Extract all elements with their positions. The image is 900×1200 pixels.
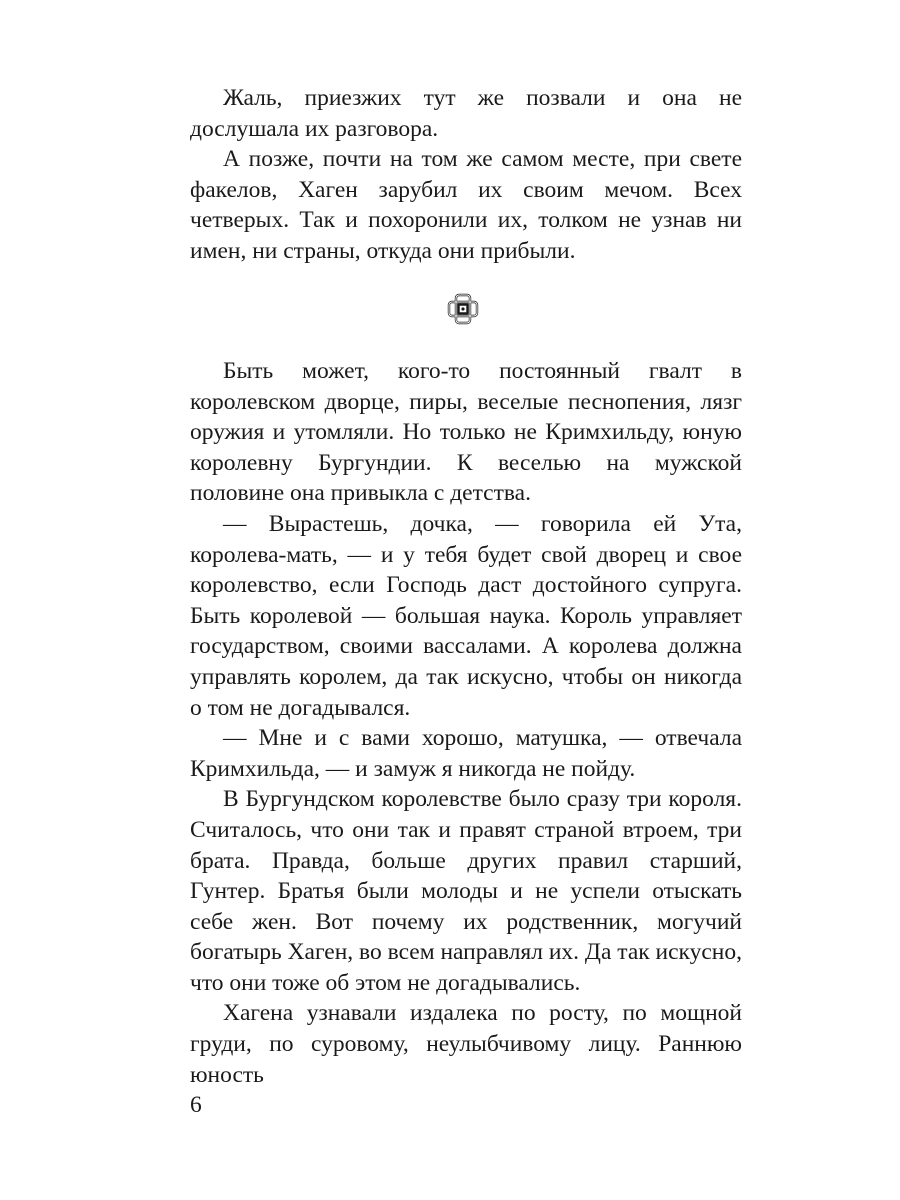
paragraph: — Вырастешь, дочка, — говорила ей Ута, королева-мать, — и у тебя будет свой дворец и свое королевство, если Господь даст достойного супруга. Быть королевой — большая наука. Король управляет государством, своими вассалами. А королева должна управлять королем, да так искусно, чтобы он никогда о том не догадывался. <box>190 510 742 721</box>
paragraph: — Мне и с вами хорошо, матушка, — отвечала Кримхильда, — и замуж я никогда не пойду. <box>190 725 742 782</box>
text-section-2 <box>190 356 742 1090</box>
paragraph: Жаль, приезжих тут же позвали и она не дослушала их разговора. <box>190 85 742 142</box>
text-section-1 <box>190 83 742 267</box>
paragraph: А позже, почти на том же самом месте, при свете факелов, Хаген зарубил их своим мечом. Всех четверых. Так и похоронили их, толком не узнав ни имен, ни страны, откуда они прибыли. <box>190 146 742 264</box>
paragraph: Быть может, кого-то постоянный гвалт в королевском дворце, пиры, веселые песнопения, лязг оружия и утомляли. Но только не Кримхильду, юную королевну Бургундии. К веселью на мужской половине она привыкла с детства. <box>190 358 742 507</box>
page-number: 6 <box>190 1092 202 1118</box>
paragraph: Хагена узнавали издалека по росту, по мощной груди, по суровому, неулыбчивому лицу. Раннюю юность <box>190 1000 742 1088</box>
knot-ornament-icon <box>446 292 480 326</box>
paragraph: В Бургундском королевстве было сразу три короля. Считалось, что они так и правят страной втроем, три брата. Правда, больше других правил старший, Гунтер. Братья были молоды и не успели отыскать себе жен. Вот почему их родственник, могучий богатырь Хаген, во всем направлял их. Да так искусно, что они тоже об этом не догадывались. <box>190 786 743 996</box>
